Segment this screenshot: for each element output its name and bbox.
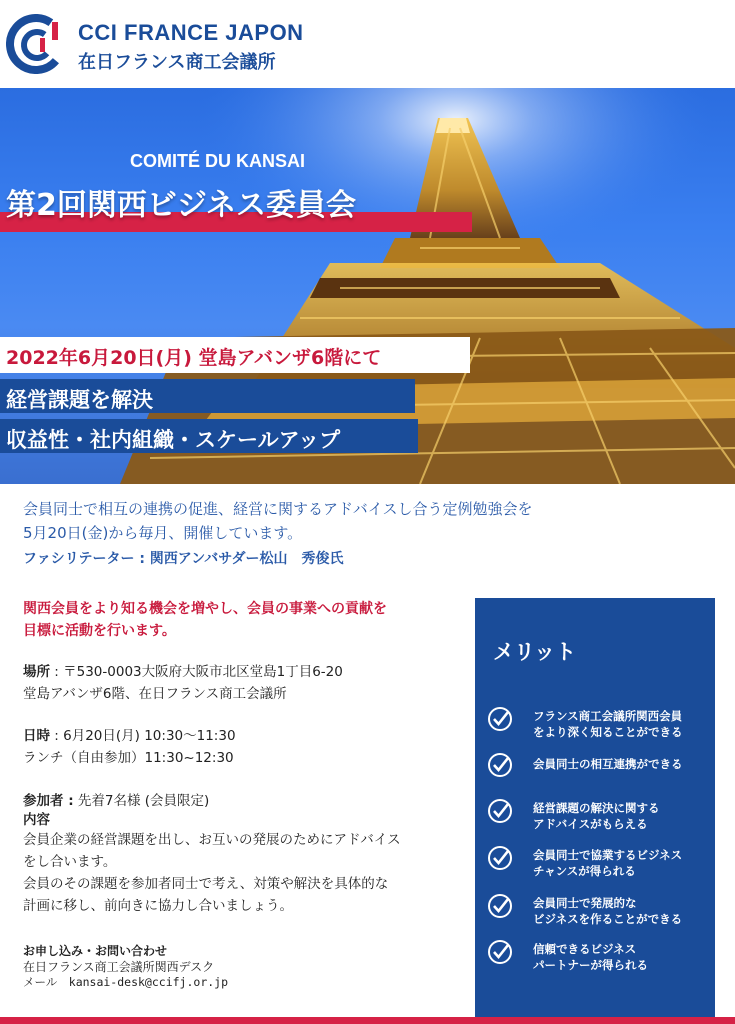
merit-text: フランス商工会議所関西会員 をより深く知ることができる bbox=[533, 709, 683, 739]
check-circle-icon bbox=[487, 752, 513, 778]
intro-line-2: 5月20日(金)から毎月、開催しています。 bbox=[23, 524, 303, 542]
merit-text: 会員同士で協業するビジネス チャンスが得られる bbox=[533, 848, 683, 878]
place-value: : 〒530-0003大阪府大阪市北区堂島1丁目6-20 bbox=[50, 664, 343, 680]
check-circle-icon bbox=[487, 798, 513, 824]
theme-text-2: 収益性・社内組織・スケールアップ bbox=[6, 428, 341, 452]
content-line-2: をし合います。 bbox=[23, 854, 117, 870]
time-line-2: ランチ（自由参加）11:30~12:30 bbox=[23, 750, 234, 766]
check-circle-icon bbox=[487, 893, 513, 919]
contact-dept: 在日フランス商工会議所関西デスク bbox=[23, 960, 215, 974]
contact-heading: お申し込み・お問い合わせ bbox=[23, 944, 168, 958]
merit-text: 信頼できるビジネス パートナーが得られる bbox=[533, 942, 648, 972]
org-name-en: CCI FRANCE JAPON bbox=[78, 20, 304, 45]
org-name-ja: 在日フランス商工会議所 bbox=[78, 52, 276, 73]
hero-banner bbox=[0, 88, 735, 484]
merit-text: 会員同士で発展的な ビジネスを作ることができる bbox=[533, 896, 683, 926]
contact-email[interactable]: メール kansai-desk@ccifj.or.jp bbox=[23, 975, 229, 989]
participants-value: 先着7名様 (会員限定) bbox=[73, 793, 210, 809]
merit-text: 会員同士の相互連携ができる bbox=[533, 757, 683, 771]
check-circle-icon bbox=[487, 845, 513, 871]
committee-label: COMITÉ DU KANSAI bbox=[130, 151, 305, 171]
cci-logo-icon bbox=[6, 14, 66, 74]
footer-accent-line bbox=[0, 1017, 735, 1024]
place-label: 場所 bbox=[23, 664, 50, 680]
time-label: 日時 bbox=[23, 728, 50, 744]
participants-line bbox=[23, 789, 209, 809]
theme-text-1: 経営課題を解決 bbox=[6, 388, 153, 412]
event-date-place: 2022年6月20日(月) 堂島アバンザ6階にて bbox=[6, 347, 382, 369]
goal-line-1: 関西会員をより知る機会を増やし、会員の事業への貢献を bbox=[23, 601, 387, 617]
intro-line-1: 会員同士で相互の連携の促進、経営に関するアドバイスし合う定例勉強会を bbox=[23, 500, 533, 518]
facilitator: ファシリテーター : 関西アンバサダー松山 秀俊氏 bbox=[23, 551, 344, 567]
merits-panel bbox=[475, 598, 715, 1024]
goal-line-2: 目標に活動を行います。 bbox=[23, 623, 176, 639]
participants-label: 参加者 : bbox=[23, 793, 74, 809]
header bbox=[0, 0, 735, 88]
time-value: : 6月20日(月) 10:30〜11:30 bbox=[50, 728, 236, 744]
time-line bbox=[23, 724, 236, 744]
check-circle-icon bbox=[487, 939, 513, 965]
event-title: 第2回関西ビジネス委員会 bbox=[6, 188, 356, 223]
content-line-4: 計画に移し、前向きに協力し合いましょう。 bbox=[23, 898, 293, 914]
merit-text: 経営課題の解決に関する アドバイスがもらえる bbox=[533, 801, 660, 831]
place-line bbox=[23, 660, 343, 680]
place-line-2: 堂島アバンザ6階、在日フランス商工会議所 bbox=[23, 686, 287, 702]
check-circle-icon bbox=[487, 706, 513, 732]
content-line-3: 会員のその課題を参加者同士で考え、対策や解決を具体的な bbox=[23, 876, 389, 892]
merits-title: メリット bbox=[493, 640, 577, 664]
content-line-1: 会員企業の経営課題を出し、お互いの発展のためにアドバイス bbox=[23, 832, 401, 848]
content-label: 内容 bbox=[23, 812, 50, 828]
